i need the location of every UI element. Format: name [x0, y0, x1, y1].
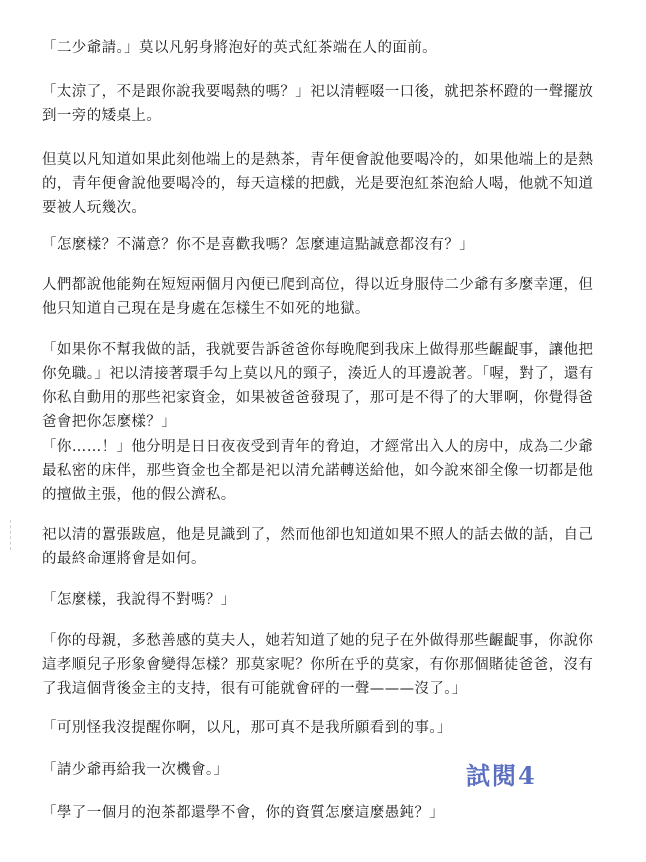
paragraph-9: 「怎麼樣，我說得不對嗎？」	[42, 592, 236, 608]
paragraph-3: 但莫以凡知道如果此刻他端上的是熱茶，青年便會說他要喝冷的，如果他端上的是熱的，青年便會說他要喝冷的，每天這樣的把戲，光是要泡紅茶泡給人喝，他就不知道要被人玩幾次。	[42, 152, 594, 216]
paragraph-10: 「你的母親，多愁善感的莫夫人，她若知道了她的兒子在外做得那些齷齪事，你說你這孝順兒子形象會變得怎樣？那莫家呢？你所在乎的莫家，有你那個賭徒爸爸，沒有了我這個背後金主的支持，很有可能就會砰的一聲———沒了。」	[42, 633, 594, 697]
paragraph-13: 「學了一個月的泡茶都還學不會，你的資質怎麼這麼愚鈍？」	[42, 805, 445, 821]
paragraph-1: 「二少爺請。」莫以凡躬身將泡好的英式紅茶端在人的面前。	[42, 40, 438, 56]
paragraph-11: 「可別怪我沒提醒你啊，以凡，那可真不是我所願看到的事。」	[42, 720, 452, 736]
preview-watermark: 試閱4	[466, 761, 537, 790]
paragraph-7: 「你……！」他分明是日日夜夜受到青年的脅迫，才經常出入人的房中，成為二少爺最私密的床伴，那些資金也全都是祀以清允諾轉送給他，如今說來卻全像一切都是他的擅做主張，他的假公濟私。	[42, 439, 594, 503]
scan-edge-mark	[10, 520, 13, 550]
paragraph-5: 人們都說他能夠在短短兩個月內便已爬到高位，得以近身服侍二少爺有多麼幸運，但他只知道自己現在是身處在怎樣生不如死的地獄。	[42, 277, 594, 317]
paragraph-2: 「太涼了，不是跟你說我要喝熱的嗎？」祀以清輕啜一口後，就把茶杯蹬的一聲擺放到一旁的矮桌上。	[42, 84, 594, 124]
paragraph-4: 「怎麼樣？不滿意？你不是喜歡我嗎？怎麼連這點誠意都沒有？」	[42, 237, 475, 253]
paragraph-6: 「如果你不幫我做的話，我就要告訴爸爸你每晚爬到我床上做得那些齷齪事，讓他把你免職。」祀以清接著環手勾上莫以凡的頸子，湊近人的耳邊說著。「喔，對了，還有你私自動用的那些祀家資金，如果被爸爸發現了，那可是不得了的大罪啊，你覺得爸爸會把你怎麼樣？」	[42, 342, 594, 430]
paragraph-8: 祀以清的囂張跋扈，他是見識到了，然而他卻也知道如果不照人的話去做的話，自己的最終命運將會是如何。	[42, 527, 594, 567]
paragraph-12: 「請少爺再給我一次機會。」	[42, 762, 229, 778]
